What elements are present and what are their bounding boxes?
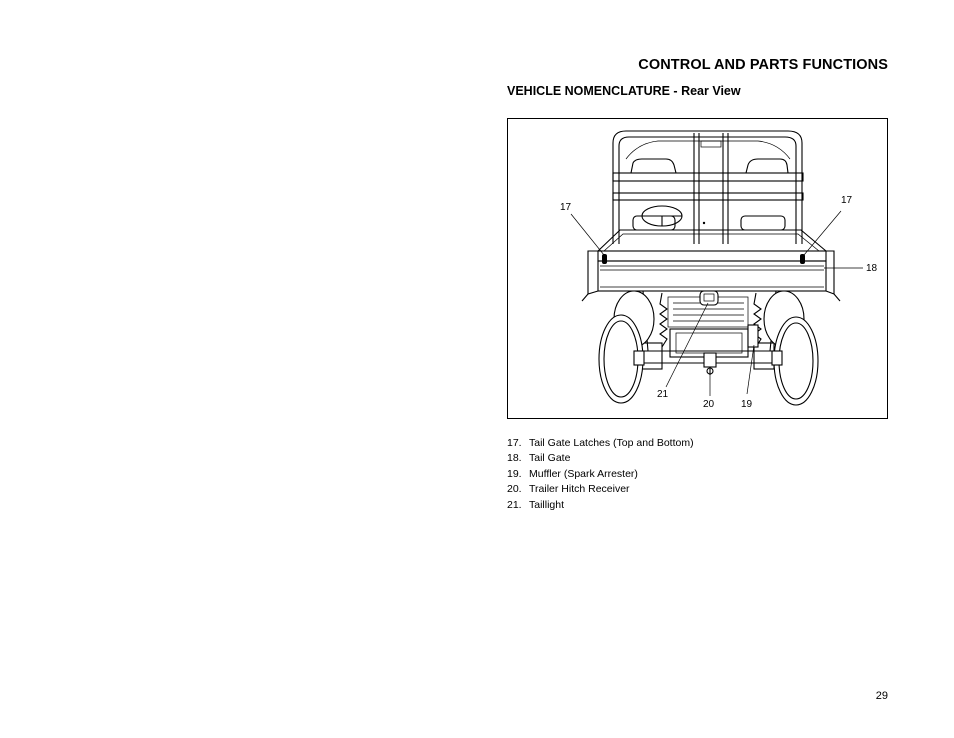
vehicle-rear-view-illustration: [508, 119, 887, 418]
legend-item: [507, 498, 694, 513]
legend-number: 19.: [507, 467, 522, 480]
taillight: [700, 291, 718, 305]
rear-view-figure: [507, 118, 888, 419]
legend-number: 21.: [507, 498, 522, 511]
legend-text: Trailer Hitch Receiver: [529, 483, 630, 496]
legend-number: 20.: [507, 483, 522, 496]
muffler: [748, 325, 758, 347]
callout-19: 19: [741, 399, 753, 410]
callout-17-right: 17: [841, 195, 853, 206]
cargo-bed: [582, 230, 840, 301]
rear-wheels: [599, 291, 818, 405]
callout-17-left: 17: [560, 202, 572, 213]
callout-20: 20: [703, 399, 715, 410]
legend-item: [507, 436, 694, 451]
section-title: CONTROL AND PARTS FUNCTIONS: [638, 57, 888, 73]
roll-cage: [613, 131, 803, 244]
legend-text: Taillight: [529, 498, 565, 511]
trailer-hitch-receiver: [704, 353, 716, 375]
callout-21: 21: [657, 389, 669, 400]
legend-text: Tail Gate Latches (Top and Bottom): [529, 437, 694, 449]
subsection-title: VEHICLE NOMENCLATURE - Rear View: [507, 84, 741, 98]
legend-text: Muffler (Spark Arrester): [529, 467, 638, 480]
seats: [631, 159, 788, 230]
legend-number: 17.: [507, 437, 522, 449]
legend-number: 18.: [507, 452, 522, 465]
legend-item: [507, 467, 694, 482]
steering-wheel: [642, 206, 682, 226]
tail-gate-latches: [602, 254, 805, 264]
legend-item: [507, 482, 694, 497]
parts-legend: [507, 436, 694, 513]
legend-item: [507, 451, 694, 466]
legend-text: Tail Gate: [529, 452, 571, 465]
callout-18: 18: [866, 263, 878, 274]
page-number: 29: [875, 690, 888, 702]
